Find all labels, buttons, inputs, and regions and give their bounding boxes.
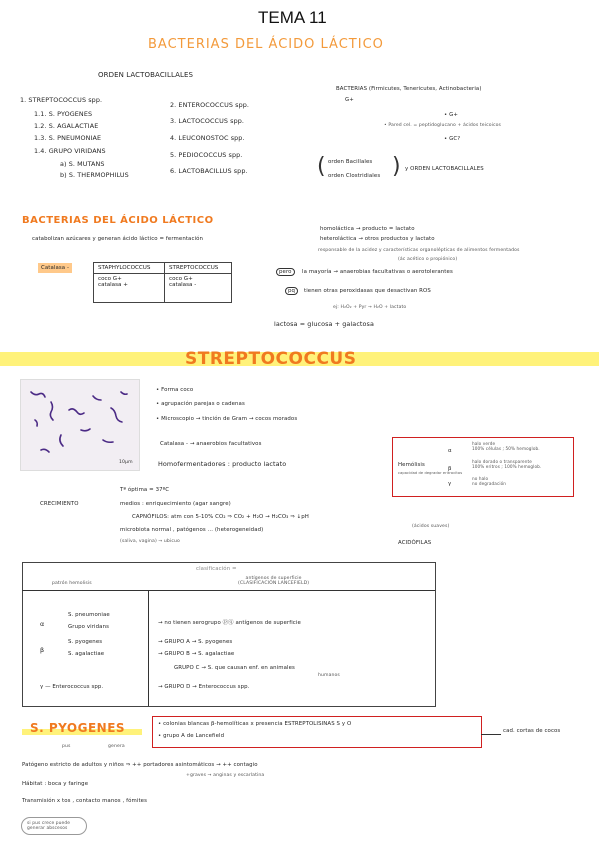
- hemolisis-label: Hemólisis: [398, 462, 425, 468]
- clasif-col2: antígenos de superficie (CLASIFICACIÓN LANCEFIELD): [238, 576, 310, 586]
- orden-item: 1.4. GRUPO VIRIDANS: [34, 147, 106, 155]
- hemolisis-sub: capacidad de degradar eritrocitos: [398, 471, 463, 475]
- grupo-c: GRUPO C → S. que causan enf. en animales: [174, 665, 295, 671]
- beta-result-a: → GRUPO A → S. pyogenes: [158, 639, 233, 645]
- clasif-col1: patrón hemolisis: [52, 581, 92, 586]
- beta-desc: halo dorado o transparente 100% eritros ; 100% hemoglob.: [472, 459, 542, 469]
- staph-strep-table: [93, 262, 232, 303]
- orden-item: 6. LACTOBACILLUS spp.: [170, 167, 248, 175]
- crecimiento-saliva: (saliva, vagina) → ubicuo: [120, 539, 180, 544]
- clasif-divider-v: [148, 590, 149, 706]
- orden-item: 5. PEDIOCOCCUS spp.: [170, 151, 243, 159]
- bal-catabolizan: catabolizan azúcares y generan ácido láctico = fermentación: [32, 236, 204, 242]
- gamma-symbol: γ: [448, 481, 452, 487]
- paren-left: (: [317, 154, 326, 179]
- bacterias-line: BACTERIAS (Firmicutes, Tenericutes, Actinobacteria): [336, 86, 482, 92]
- pyogenes-b2: • grupo A de Lancefield: [158, 733, 225, 739]
- table-header: STREPTOCOCCUS: [165, 263, 232, 274]
- orden-item: 1.1. S. PYOGENES: [34, 110, 93, 118]
- pyogenes-pus: pus: [62, 744, 71, 749]
- pyogenes-genera: genera: [108, 744, 125, 749]
- crecimiento-temp: Tª óptima = 37ºC: [120, 487, 170, 493]
- ej-reaction: ej: H₂O₂ + Pyr → H₂O + lactato: [333, 305, 407, 310]
- strep-micro: • Microscopio → tinción de Gram → cocos morados: [156, 416, 298, 422]
- bal-homo: homoláctica → producto = lactato: [320, 226, 415, 232]
- crecimiento-suaves: (ácidos suaves): [412, 524, 450, 529]
- strep-title: STREPTOCOCCUS: [185, 349, 357, 369]
- pyogenes-patogeno: Patógeno estricto de adultos y niños ⇒ ++ portadores asintomáticos → ++ contagio: [22, 762, 258, 768]
- micrograph-image: [20, 379, 140, 471]
- acidofilas: ACIDÓFILAS: [398, 540, 432, 546]
- alpha-item: S. pneumoniae: [68, 612, 110, 618]
- bal-title: BACTERIAS DEL ÁCIDO LÁCTICO: [22, 215, 214, 226]
- gamma-row: γ — Enterococcus spp.: [40, 684, 104, 690]
- alpha-symbol: α: [448, 448, 452, 454]
- clasif-divider-h: [22, 590, 435, 591]
- alpha-item: Grupo viridans: [68, 624, 109, 630]
- pyogenes-note: si pus crece puede generar abscesos: [21, 817, 87, 835]
- humanos: humanos: [318, 673, 340, 678]
- beta-item: S. agalactiae: [68, 651, 105, 657]
- lactosa: lactosa = glucosa + galactosa: [274, 320, 374, 328]
- orden-item: 2. ENTEROCOCCUS spp.: [170, 101, 250, 109]
- pyogenes-b1: • colonias blancas β-hemolíticas x presencia ESTREPTOLISINAS S y O: [158, 721, 352, 727]
- y-orden: y ORDEN LACTOBACILLALES: [405, 166, 484, 172]
- crecimiento-label: CRECIMIENTO: [40, 501, 79, 507]
- catalasa-tag: Catalasa -: [38, 263, 72, 273]
- crecimiento-capnofilos: CAPNÓFILOS: atm con 5-10% CO₂ ⇒ CO₂ + H₂O → H₂CO₃ ⇒ ↓pH: [132, 514, 309, 520]
- orden-item: b) S. THERMOPHILUS: [60, 171, 129, 179]
- grupo-d: → GRUPO D → Enterococcus spp.: [158, 684, 250, 690]
- orden-item: 1. STREPTOCOCCUS spp.: [20, 96, 103, 104]
- orden-item: a) S. MUTANS: [60, 160, 105, 168]
- beta-symbol: β: [448, 466, 452, 472]
- table-cell: coco G+ catalasa -: [165, 274, 232, 303]
- beta-item: S. pyogenes: [68, 639, 103, 645]
- page-subtitle: BACTERIAS DEL ÁCIDO LÁCTICO: [148, 37, 384, 52]
- pq-label: pq: [285, 287, 298, 295]
- crecimiento-microbiota: microbiota normal , patógenos ... (heterogeneidad): [120, 527, 264, 533]
- pyogenes-cad: cad. cortas de cocos: [503, 728, 561, 734]
- clasif-title: clasificación =: [196, 566, 237, 572]
- scale-bar-label: 10µm: [119, 460, 133, 465]
- table-cell: coco G+ catalasa +: [94, 274, 165, 303]
- table-header: STAPHYLOCOCCUS: [94, 263, 165, 274]
- pyogenes-habitat: Hábitat : boca y faringe: [22, 781, 89, 787]
- pyogenes-transmision: Transmisión x tos , contacto manos , fómites: [22, 798, 147, 804]
- bal-hetero: heteroláctica → otros productos y lactato: [320, 236, 435, 242]
- pyogenes-title: S. PYOGENES: [30, 721, 126, 735]
- strep-forma: • Forma coco: [156, 387, 194, 393]
- bacterias-gpos: G+: [345, 97, 354, 103]
- gamma-desc: no halo no degradación: [472, 476, 507, 486]
- alpha-desc: halo verde 100% células ; 50% hemoglob.: [472, 441, 540, 451]
- alpha-result: → no tienen serogrupo ⓟⓠ antígenos de superficie: [158, 620, 301, 626]
- orden-item: 1.3. S. PNEUMONIAE: [34, 134, 102, 142]
- bacterias-pared: • Pared cel. = peptidoglucano + ácidos teicoicos: [384, 123, 502, 128]
- beta-result-b: → GRUPO B → S. agalactiae: [158, 651, 235, 657]
- bal-responsable: responsable de la acidez y características organolépticas de alimentos fermentados: [318, 248, 520, 253]
- orden-clostridiales: orden Clostridiales: [328, 173, 381, 179]
- strep-catalasa: Catalasa - → anaerobios facultativos: [160, 441, 262, 447]
- orden-bacillales: orden Bacillales: [328, 159, 373, 165]
- mayoria: la mayoría → anaerobias facultativas o aerotolerantes: [302, 269, 453, 275]
- strep-homofer: Homofermentadores : producto lactato: [158, 460, 287, 468]
- strep-agrup: • agrupación parejas o cadenas: [156, 401, 245, 407]
- bacterias-g-pos: • G+: [444, 112, 458, 118]
- paren-right: ): [392, 154, 401, 179]
- orden-item: 4. LEUCONOSTOC spp.: [170, 134, 245, 142]
- alpha-row-symbol: α: [40, 620, 45, 628]
- pyogenes-arrow: [481, 734, 501, 735]
- orden-item: 1.2. S. AGALACTIAE: [34, 122, 99, 130]
- pyogenes-graves: +graves → anginas y escarlatina: [186, 773, 265, 778]
- pero-label: pero: [276, 268, 295, 276]
- orden-title: ORDEN LACTOBACILLALES: [98, 71, 194, 79]
- beta-row-symbol: β: [40, 646, 45, 654]
- page-title: TEMA 11: [258, 8, 327, 27]
- bal-acetico: (ác acético o propiónico): [398, 257, 458, 262]
- crecimiento-medios: medios : enriquecimiento (agar sangre): [120, 501, 231, 507]
- tienen: tienen otras peroxidasas que desactivan ROS: [304, 288, 431, 294]
- bacterias-gc: • GC?: [444, 136, 461, 142]
- orden-item: 3. LACTOCOCCUS spp.: [170, 117, 245, 125]
